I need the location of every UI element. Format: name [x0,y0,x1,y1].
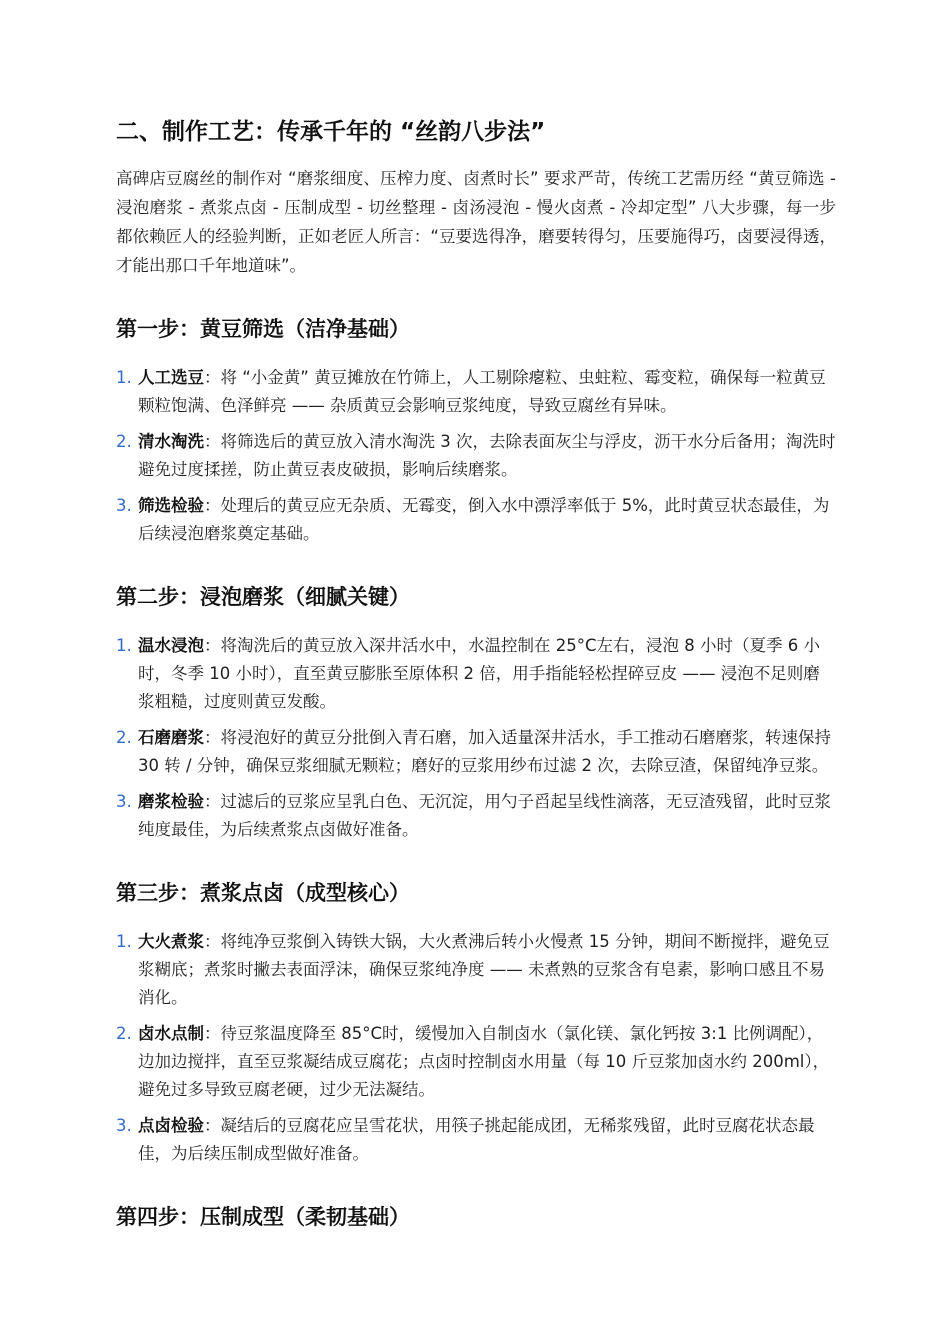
step-1-list [116,364,836,548]
list-term: 清水淘洗 [138,432,204,451]
list-term: 人工选豆 [138,368,204,387]
step-3-list [116,928,836,1168]
list-term: 筛选检验 [138,496,204,515]
list-text: ：将浸泡好的黄豆分批倒入青石磨，加入适量深井活水，手工推动石磨磨浆，转速保持 30 转 / 分钟，确保豆浆细腻无颗粒；磨好的豆浆用纱布过滤 2 次，去除豆渣，保留纯净豆浆。 [138,728,831,775]
intro-paragraph: 高碑店豆腐丝的制作对 “磨浆细度、压榨力度、卤煮时长” 要求严苛，传统工艺需历经 “黄豆筛选 - 浸泡磨浆 - 煮浆点卤 - 压制成型 - 切丝整理 - 卤汤浸泡 - 慢火卤煮 - 冷却定型” 八大步骤，每一步都依赖匠人的经验判断，正如老匠人所言：“豆要选得净，磨要转得匀，压要施得巧，卤要浸得透，才能出那口千年地道味”。 [116,169,836,275]
list-item [116,428,836,484]
list-text: ：凝结后的豆腐花应呈雪花状，用筷子挑起能成团，无稀浆残留，此时豆腐花状态最佳，为后续压制成型做好准备。 [138,1116,815,1163]
list-text: ：将纯净豆浆倒入铸铁大锅，大火煮沸后转小火慢煮 15 分钟，期间不断搅拌，避免豆浆糊底；煮浆时撇去表面浮沫，确保豆浆纯净度 —— 未煮熟的豆浆含有皂素，影响口感且不易消化。 [138,932,830,1007]
list-item [116,1020,836,1104]
list-number: 1. [116,368,132,387]
list-number: 3. [116,496,132,515]
list-item [116,492,836,548]
step-2-title: 第二步：浸泡磨浆（细腻关键） [116,585,410,609]
list-term: 石磨磨浆 [138,728,204,747]
list-text: ：将淘洗后的黄豆放入深井活水中，水温控制在 25°C左右，浸泡 8 小时（夏季 6 小时，冬季 10 小时），直至黄豆膨胀至原体积 2 倍，用手指能轻松捏碎豆皮 —— 浸泡不足则磨浆粗糙，过度则黄豆发酸。 [138,636,820,711]
list-number: 3. [116,792,132,811]
list-term: 温水浸泡 [138,636,204,655]
section-title: 二、制作工艺：传承千年的 “丝韵八步法” [116,119,546,145]
list-text: ：处理后的黄豆应无杂质、无霉变，倒入水中漂浮率低于 5%，此时黄豆状态最佳，为后续浸泡磨浆奠定基础。 [138,496,830,543]
list-number: 2. [116,1024,132,1043]
list-text: ：待豆浆温度降至 85°C时，缓慢加入自制卤水（氯化镁、氯化钙按 3:1 比例调配），边加边搅拌，直至豆浆凝结成豆腐花；点卤时控制卤水用量（每 10 斤豆浆加卤水约 200ml），避免过多导致豆腐老硬，过少无法凝结。 [138,1024,830,1099]
list-term: 大火煮浆 [138,932,204,951]
list-number: 2. [116,728,132,747]
list-text: ：将 “小金黄” 黄豆摊放在竹筛上，人工剔除瘪粒、虫蛀粒、霉变粒，确保每一粒黄豆颗粒饱满、色泽鲜亮 —— 杂质黄豆会影响豆浆纯度，导致豆腐丝有异味。 [138,368,826,415]
list-text: ：过滤后的豆浆应呈乳白色、无沉淀，用勺子舀起呈线性滴落，无豆渣残留，此时豆浆纯度最佳，为后续煮浆点卤做好准备。 [138,792,831,839]
list-item [116,632,836,716]
step-3-title: 第三步：煮浆点卤（成型核心） [116,881,410,905]
list-term: 卤水点制 [138,1024,204,1043]
document-page [116,112,836,1234]
step-4-title: 第四步：压制成型（柔韧基础） [116,1205,410,1229]
list-number: 1. [116,932,132,951]
list-item [116,928,836,1012]
list-term: 点卤检验 [138,1116,204,1135]
step-2-list [116,632,836,844]
list-item [116,724,836,780]
list-term: 磨浆检验 [138,792,204,811]
list-item [116,788,836,844]
step-1-title: 第一步：黄豆筛选（洁净基础） [116,317,410,341]
list-text: ：将筛选后的黄豆放入清水淘洗 3 次，去除表面灰尘与浮皮，沥干水分后备用；淘洗时避免过度揉搓，防止黄豆表皮破损，影响后续磨浆。 [138,432,836,479]
list-item [116,1112,836,1168]
list-number: 1. [116,636,132,655]
list-item [116,364,836,420]
list-number: 3. [116,1116,132,1135]
list-number: 2. [116,432,132,451]
